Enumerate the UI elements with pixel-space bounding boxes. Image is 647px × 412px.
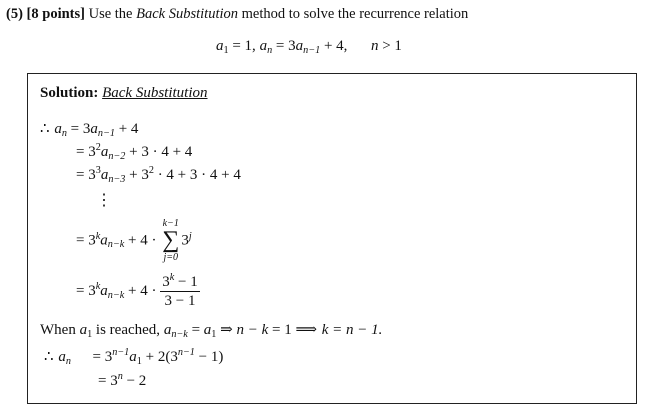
- solution-heading: [40, 85, 208, 102]
- solution-title: Back Substitution: [102, 85, 208, 101]
- step-1: ∴ $a_n = 3a_{n-1} + 4$: [40, 121, 139, 140]
- problem-points: [8 points]: [26, 6, 85, 22]
- fraction: $\frac{3^k - 1}{3 - 1}$: [162, 272, 198, 309]
- step-5: = $3^ka_{n-k} + 4$ · $\frac{3^k - 1}{3 - 1}$: [76, 272, 198, 309]
- problem-statement: [6, 6, 468, 23]
- solution-label: Solution:: [40, 85, 99, 101]
- vertical-dots: ⋮: [96, 190, 112, 209]
- problem-number: (5): [6, 6, 23, 22]
- step-4: = $3^ka_{n-k} + 4$ · k−1 ∑ j=0 3$^j$: [76, 218, 192, 263]
- step-2: = $3^2a_{n-2} + 3 \cdot 4 + 4$: [76, 142, 193, 163]
- given-recurrence: $a_1 = 1$, $a_n = 3a_{n-1} + 4$, n > 1: [216, 38, 402, 57]
- final-result-1: ∴ $a_n = 3^{n-1}a_1 + 2(3^{n-1} - 1)$: [44, 347, 224, 368]
- problem-method: Back Substitution: [136, 6, 238, 22]
- problem-text-before: Use the: [88, 6, 133, 22]
- problem-text-after: method to solve the recurrence relation: [241, 6, 469, 22]
- summation: k−1 ∑ j=0: [162, 218, 180, 263]
- final-result-2: = $3^n - 2$: [98, 371, 147, 389]
- base-case-line: When $a_1$ is reached, $a_{n-k} = a_1$ ⇒ n − k = 1 ⟹ k = n − 1.: [40, 322, 383, 341]
- step-3: = $3^3a_{n-3} + 3^2 \cdot 4 + 3 \cdot 4 + 4$: [76, 165, 241, 186]
